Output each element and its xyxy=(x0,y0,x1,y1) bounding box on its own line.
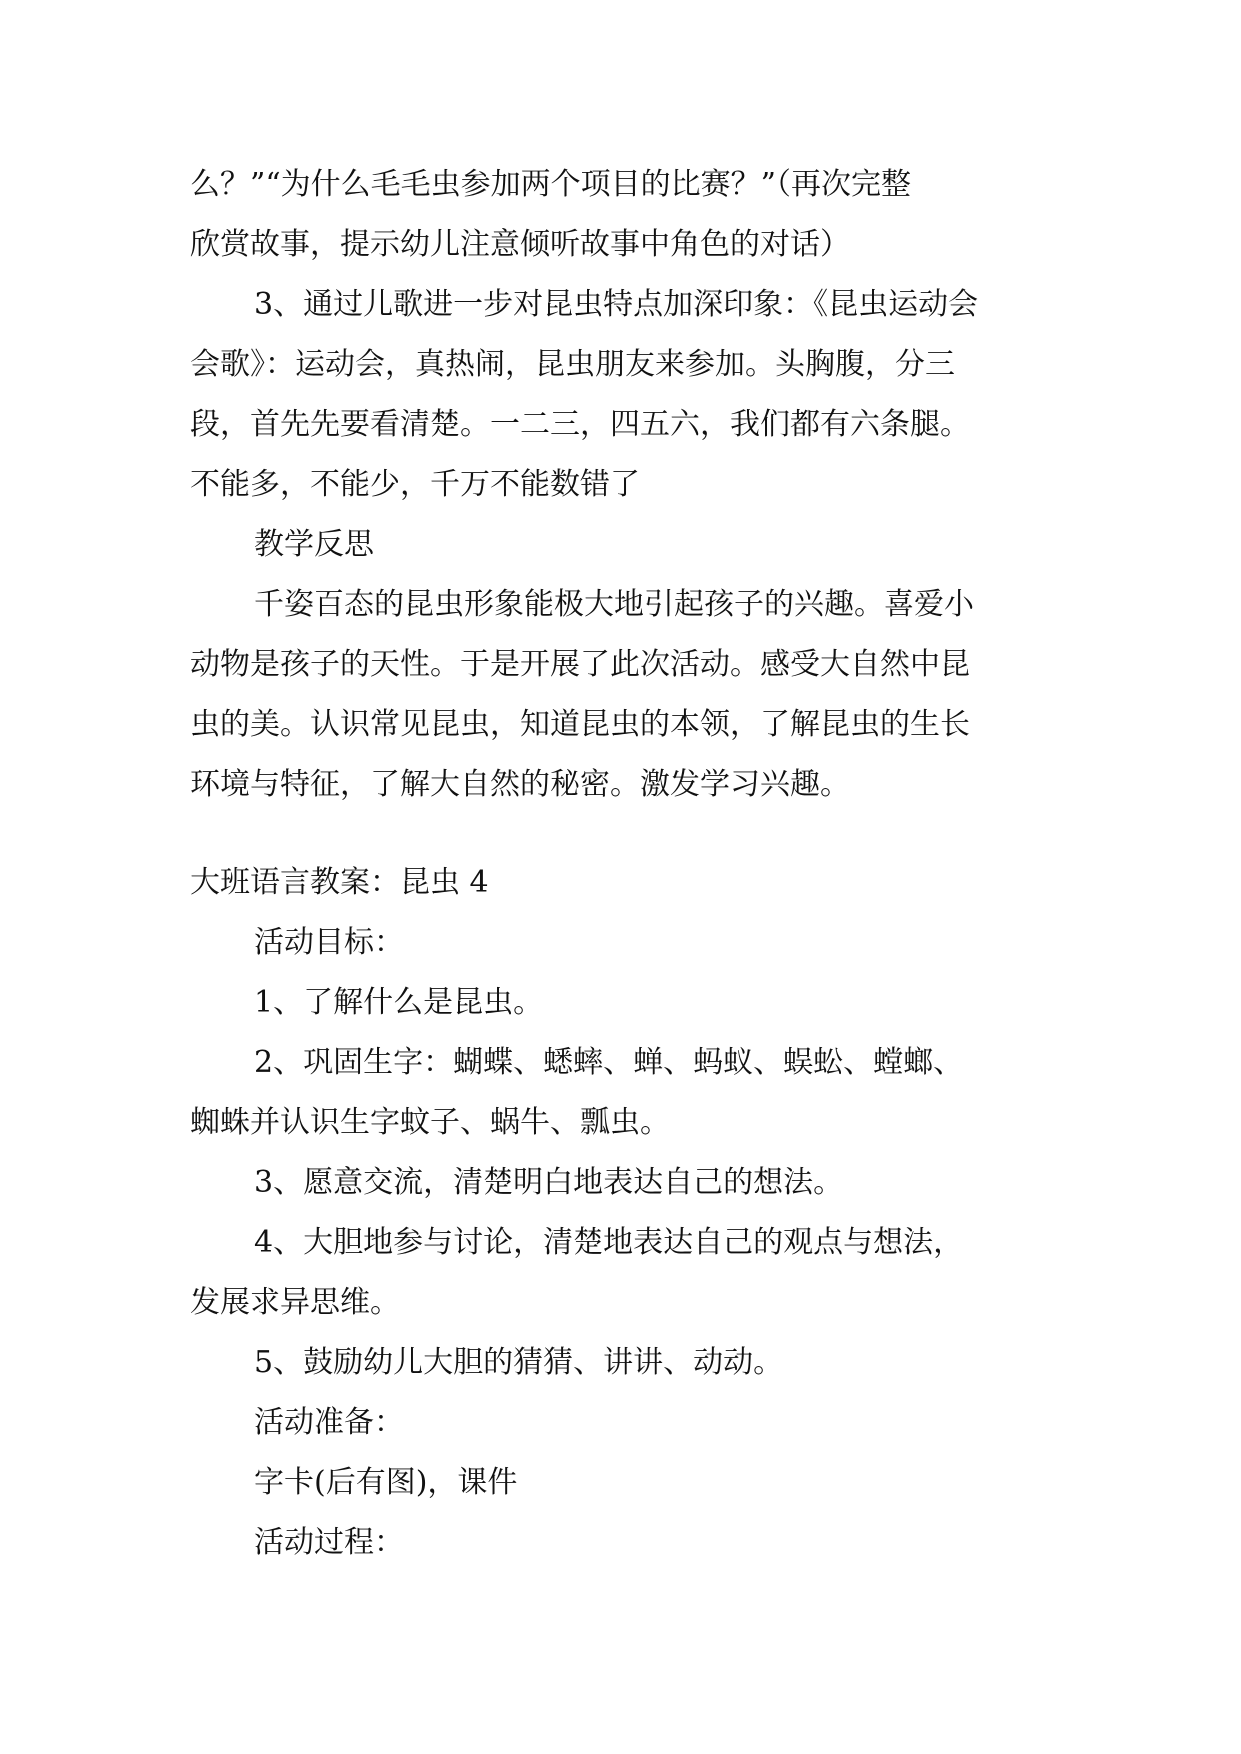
paragraph-line: 字卡(后有图)，课件 xyxy=(254,1465,518,1500)
paragraph-line: 蜘蛛并认识生字蚊子、蜗牛、瓢虫。 xyxy=(190,1105,670,1140)
paragraph-line: 5、鼓励幼儿大胆的猜猜、讲讲、动动。 xyxy=(254,1345,784,1380)
paragraph-line: 欣赏故事，提示幼儿注意倾听故事中角色的对话） xyxy=(190,227,850,262)
paragraph-line: 不能多，不能少，千万不能数错了 xyxy=(190,467,640,502)
paragraph-line: 虫的美。认识常见昆虫，知道昆虫的本领，了解昆虫的生长 xyxy=(190,707,970,742)
paragraph-line: 环境与特征，了解大自然的秘密。激发学习兴趣。 xyxy=(190,767,850,802)
lesson-title: 大班语言教案：昆虫 4 xyxy=(190,865,489,900)
paragraph-line: 千姿百态的昆虫形象能极大地引起孩子的兴趣。喜爱小 xyxy=(254,587,974,622)
paragraph-line: 3、通过儿歌进一步对昆虫特点加深印象：《昆虫运动会 xyxy=(254,287,979,322)
paragraph-line: 4、大胆地参与讨论，清楚地表达自己的观点与想法， xyxy=(254,1225,964,1260)
paragraph-line: 活动过程： xyxy=(254,1525,404,1560)
paragraph-line: 3、愿意交流，清楚明白地表达自己的想法。 xyxy=(254,1165,844,1200)
paragraph-line: 2、巩固生字：蝴蝶、蟋蟀、蝉、蚂蚁、蜈蚣、螳螂、 xyxy=(254,1045,964,1080)
section-a-text xyxy=(190,155,1070,815)
paragraph-line: 么？”“为什么毛毛虫参加两个项目的比赛？”（再次完整 xyxy=(190,167,912,202)
paragraph-line: 发展求异思维。 xyxy=(190,1285,400,1320)
section-heading: 教学反思 xyxy=(254,527,374,562)
paragraph-line: 活动目标： xyxy=(254,925,404,960)
paragraph-line: 动物是孩子的天性。于是开展了此次活动。感受大自然中昆 xyxy=(190,647,970,682)
paragraph-line: 会歌》：运动会，真热闹，昆虫朋友来参加。头胸腹，分三 xyxy=(190,347,955,382)
paragraph-line: 活动准备： xyxy=(254,1405,404,1440)
paragraph-line: 段，首先先要看清楚。一二三，四五六，我们都有六条腿。 xyxy=(190,407,970,442)
section-b-text xyxy=(190,853,1070,1573)
paragraph-line: 1、了解什么是昆虫。 xyxy=(254,985,544,1020)
